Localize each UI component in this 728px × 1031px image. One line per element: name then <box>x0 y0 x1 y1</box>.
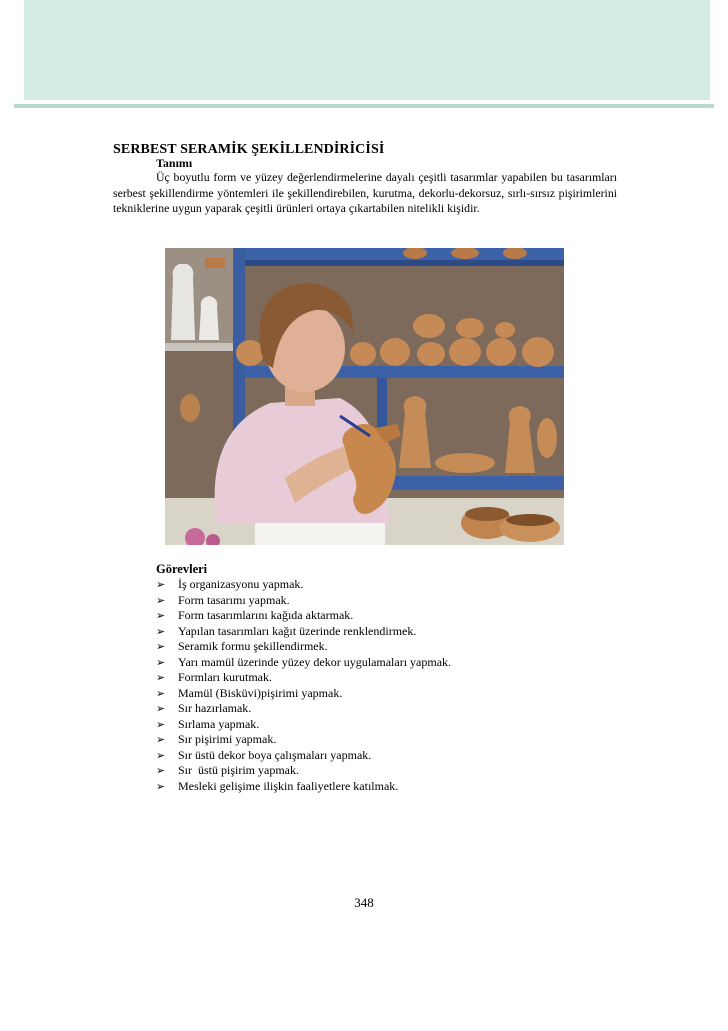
list-item <box>156 624 616 640</box>
header-band <box>24 0 710 100</box>
duties-list <box>156 577 616 794</box>
arrowhead-bullet-icon: ➢ <box>156 686 166 700</box>
list-item-text: Form tasarımlarını kağıda aktarmak. <box>178 608 354 622</box>
list-item-text: Sır pişirimi yapmak. <box>178 732 277 746</box>
list-item <box>156 686 616 702</box>
list-item-text: Formları kurutmak. <box>178 670 272 684</box>
list-item <box>156 608 616 624</box>
list-item-text: Seramik formu şekillendirmek. <box>178 639 328 653</box>
duties-title: Görevleri <box>156 562 208 576</box>
header-rule <box>14 104 714 108</box>
arrowhead-bullet-icon: ➢ <box>156 733 166 746</box>
list-item <box>156 732 616 748</box>
list-item-text: Sır üstü pişirim yapmak. <box>178 763 299 777</box>
list-item-text: İş organizasyonu yapmak. <box>178 577 304 591</box>
list-item <box>156 763 616 779</box>
arrowhead-bullet-icon: ➢ <box>156 593 166 607</box>
list-item-text: Yarı mamül üzerinde yüzey dekor uygulamaları yapmak. <box>178 654 452 669</box>
list-item <box>156 670 616 686</box>
arrowhead-bullet-icon: ➢ <box>156 578 166 591</box>
ceramic-artist-photo <box>165 248 564 545</box>
arrowhead-bullet-icon: ➢ <box>156 717 166 731</box>
list-item-text: Form tasarımı yapmak. <box>178 592 290 607</box>
list-item <box>156 701 616 717</box>
arrowhead-bullet-icon: ➢ <box>156 779 166 793</box>
list-item <box>156 748 616 764</box>
list-item-text: Sırlama yapmak. <box>178 716 260 731</box>
arrowhead-bullet-icon: ➢ <box>156 624 166 638</box>
arrowhead-bullet-icon: ➢ <box>156 671 166 684</box>
list-item <box>156 717 616 733</box>
section-subtitle: Tanımı <box>156 156 193 170</box>
list-item <box>156 655 616 671</box>
list-item-text: Sır hazırlamak. <box>178 701 252 715</box>
description-paragraph: Üç boyutlu form ve yüzey değerlendirmelerine dayalı çeşitli tasarımlar yapabilen bu tasarımları serbest şekillendirme yöntemleri ile şekillendirebilen, kurutma, dekorlu-dekorsuz, sırlı-sırsız pişirimlerini tekniklerine uygun yaparak çeşitli ürünleri ortaya çıkartabilen nitelikli kişidir. <box>113 170 617 215</box>
page-number: 348 <box>354 895 374 910</box>
arrowhead-bullet-icon: ➢ <box>156 764 166 777</box>
arrowhead-bullet-icon: ➢ <box>156 609 166 622</box>
list-item-text: Mesleki gelişime ilişkin faaliyetlere katılmak. <box>178 778 399 793</box>
arrowhead-bullet-icon: ➢ <box>156 655 166 669</box>
list-item-text: Yapılan tasarımları kağıt üzerinde renklendirmek. <box>178 623 417 638</box>
list-item <box>156 593 616 609</box>
list-item-text: Sır üstü dekor boya çalışmaları yapmak. <box>178 747 372 762</box>
list-item <box>156 639 616 655</box>
list-item <box>156 577 616 593</box>
arrowhead-bullet-icon: ➢ <box>156 748 166 762</box>
arrowhead-bullet-icon: ➢ <box>156 640 166 653</box>
list-item-text: Mamül (Bisküvi)pişirimi yapmak. <box>178 685 343 700</box>
list-item <box>156 779 616 795</box>
section-title: SERBEST SERAMİK ŞEKİLLENDİRİCİSİ <box>113 142 385 157</box>
arrowhead-bullet-icon: ➢ <box>156 702 166 715</box>
